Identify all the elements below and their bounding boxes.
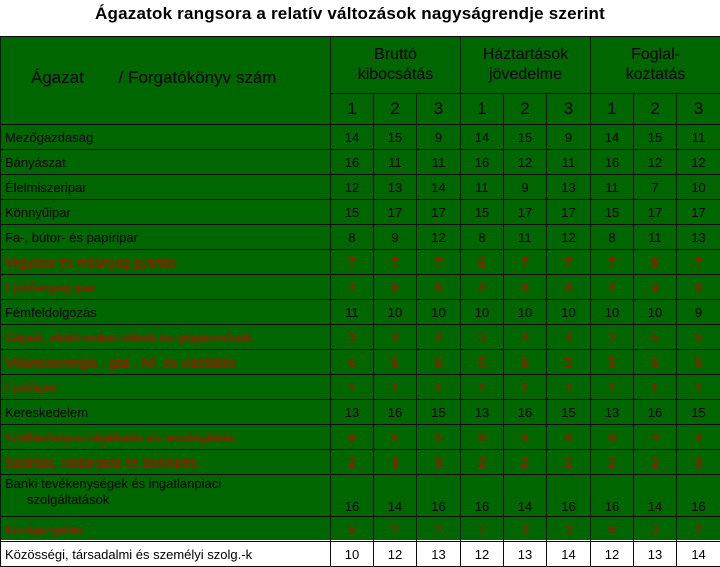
sector-name-cell [1, 125, 331, 150]
ranking-table [0, 36, 720, 567]
rank-cell: 17 [417, 200, 461, 225]
sector-name-cell [1, 400, 331, 425]
rank-cell: 8 [461, 225, 504, 250]
sector-name: Gépek, elektronikai cikkek és gépjárművek [5, 330, 330, 345]
scenario-header: 2 [374, 94, 417, 125]
rank-cell: 4 [591, 275, 634, 300]
rank-cell: 11 [547, 150, 591, 175]
rank-cell: 1 [634, 375, 677, 400]
rank-cell: 2 [331, 450, 374, 475]
table-row [1, 350, 720, 375]
table-row [1, 225, 720, 250]
rank-cell: 17 [634, 200, 677, 225]
rank-cell: 7 [504, 250, 547, 275]
rank-cell: 3 [677, 450, 720, 475]
rank-cell: 15 [591, 200, 634, 225]
rank-cell: 4 [331, 275, 374, 300]
rank-cell: 7 [417, 250, 461, 275]
table-row [1, 150, 720, 175]
rank-cell: 5 [417, 425, 461, 450]
rank-cell: 1 [461, 375, 504, 400]
rank-cell: 2 [591, 450, 634, 475]
sector-name: Élelmiszeripar [5, 180, 330, 195]
rank-cell: 16 [331, 150, 374, 175]
rank-cell: 5 [677, 325, 720, 350]
table-row [1, 125, 720, 150]
sector-name-cell [1, 225, 331, 250]
sector-name-cell [1, 475, 331, 517]
sector-name: Banki tevékenységek és ingatlanpiaci [5, 476, 330, 492]
group-header-employment: Foglal- koztatás [591, 37, 720, 94]
rank-cell: 14 [417, 175, 461, 200]
rank-cell: 9 [504, 175, 547, 200]
rank-cell: 5 [591, 350, 634, 375]
rank-cell: 12 [331, 175, 374, 200]
sector-name-cell [1, 200, 331, 225]
sector-name-continued: szolgáltatások [5, 492, 330, 508]
sector-name: Közigazgatás [5, 522, 330, 537]
rank-cell: 12 [374, 542, 417, 567]
rank-cell: 10 [634, 300, 677, 325]
table-row [1, 475, 720, 517]
rank-cell: 9 [591, 425, 634, 450]
scenario-header: 3 [547, 94, 591, 125]
rank-cell: 1 [591, 375, 634, 400]
rank-cell: 12 [591, 542, 634, 567]
scenario-header: 1 [461, 94, 504, 125]
group-header-output: Bruttó kibocsátás [331, 37, 461, 94]
rank-cell: 6 [461, 250, 504, 275]
rank-cell: 8 [374, 275, 417, 300]
rank-cell: 12 [634, 150, 677, 175]
rank-cell: 12 [461, 542, 504, 567]
sector-name: Fa-, bútor- és papíripar [5, 230, 330, 245]
rank-cell: 3 [547, 517, 591, 542]
rank-cell: 13 [461, 400, 504, 425]
rank-cell: 5 [461, 350, 504, 375]
sector-header [1, 37, 331, 125]
rank-cell: 7 [331, 250, 374, 275]
rank-cell: 13 [417, 542, 461, 567]
rank-cell: 5 [634, 325, 677, 350]
rank-cell: 6 [677, 350, 720, 375]
rank-cell: 3 [417, 450, 461, 475]
sector-name-cell [1, 517, 331, 542]
rank-cell: 5 [504, 425, 547, 450]
group-header-household-income: Háztartások jövedelme [461, 37, 591, 94]
rank-cell: 4 [677, 425, 720, 450]
rank-cell: 15 [504, 125, 547, 150]
scenario-header: 2 [504, 94, 547, 125]
rank-cell: 17 [547, 200, 591, 225]
rank-cell: 2 [461, 450, 504, 475]
rank-cell: 17 [374, 200, 417, 225]
rank-cell: 10 [417, 300, 461, 325]
sector-name-cell [1, 175, 331, 200]
rank-cell: 5 [374, 425, 417, 450]
rank-cell: 7 [677, 250, 720, 275]
sector-name: Építőanyag ipar [5, 280, 330, 295]
scenario-header: 2 [634, 94, 677, 125]
rank-cell: 3 [331, 325, 374, 350]
rank-cell: 13 [547, 175, 591, 200]
rank-cell: 10 [591, 300, 634, 325]
rank-cell: 4 [461, 275, 504, 300]
table-body [1, 125, 720, 567]
rank-cell: 1 [374, 375, 417, 400]
sector-name: Villamosenergia-, gáz-, hő- és vízellátás [5, 355, 330, 370]
rank-cell: 16 [461, 150, 504, 175]
rank-cell: 8 [547, 275, 591, 300]
rank-cell: 12 [504, 150, 547, 175]
rank-cell: 15 [331, 200, 374, 225]
rank-cell: 7 [547, 250, 591, 275]
rank-cell: 11 [461, 175, 504, 200]
sector-name-cell [1, 300, 331, 325]
sector-name: Szállítás, raktározás és távközlés [5, 455, 330, 470]
rank-cell: 11 [417, 150, 461, 175]
rank-cell: 9 [547, 125, 591, 150]
table-row [1, 200, 720, 225]
rank-cell: 14 [374, 475, 417, 517]
rank-cell: 10 [461, 300, 504, 325]
rank-cell: 3 [504, 517, 547, 542]
sector-name: Fémfeldolgozás [5, 305, 330, 320]
sector-label: Ágazat [31, 68, 84, 88]
sector-name-cell [1, 350, 331, 375]
rank-cell: 11 [374, 150, 417, 175]
rank-cell: 9 [461, 425, 504, 450]
rank-cell: 11 [591, 175, 634, 200]
rank-cell: 15 [417, 400, 461, 425]
rank-cell: 16 [591, 475, 634, 517]
sector-name: Bányászat [5, 155, 330, 170]
rank-cell: 1 [547, 375, 591, 400]
table-row [1, 300, 720, 325]
rank-cell: 17 [677, 200, 720, 225]
table-row [1, 375, 720, 400]
rank-cell: 16 [677, 475, 720, 517]
rank-cell: 3 [591, 325, 634, 350]
table-row [1, 517, 720, 542]
scenario-header: 3 [417, 94, 461, 125]
rank-cell: 10 [677, 175, 720, 200]
rank-cell: 10 [331, 542, 374, 567]
rank-cell: 13 [374, 175, 417, 200]
rank-cell: 8 [634, 250, 677, 275]
rank-cell: 13 [331, 400, 374, 425]
sector-name: Közösségi, társadalmi és személyi szolg.-k [5, 547, 330, 562]
rank-cell: 3 [634, 517, 677, 542]
rank-cell: 3 [461, 325, 504, 350]
sector-name: Szálláshely-szolgáltatás és vendéglátás [5, 430, 330, 445]
rank-cell: 16 [591, 150, 634, 175]
rank-cell: 2 [677, 517, 720, 542]
rank-cell: 9 [417, 125, 461, 150]
sector-name-cell [1, 275, 331, 300]
rank-cell: 7 [374, 250, 417, 275]
rank-cell: 14 [677, 542, 720, 567]
sector-name-cell [1, 450, 331, 475]
rank-cell: 11 [634, 225, 677, 250]
rank-cell: 12 [417, 225, 461, 250]
rank-cell: 16 [417, 475, 461, 517]
scenario-header: 1 [331, 94, 374, 125]
rank-cell: 2 [374, 517, 417, 542]
rank-cell: 9 [677, 300, 720, 325]
rank-cell: 15 [461, 200, 504, 225]
rank-cell: 16 [547, 475, 591, 517]
rank-cell: 8 [417, 275, 461, 300]
rank-cell: 6 [374, 350, 417, 375]
rank-cell: 8 [677, 275, 720, 300]
rank-cell: 8 [331, 225, 374, 250]
rank-cell: 13 [634, 542, 677, 567]
rank-cell: 14 [461, 125, 504, 150]
sector-name-cell [1, 425, 331, 450]
rank-cell: 14 [591, 125, 634, 150]
rank-cell: 4 [417, 325, 461, 350]
rank-cell: 7 [461, 517, 504, 542]
scenario-header: 3 [677, 94, 720, 125]
rank-cell: 8 [504, 275, 547, 300]
sector-name-cell [1, 325, 331, 350]
rank-cell: 16 [504, 400, 547, 425]
table-row [1, 275, 720, 300]
rank-cell: 14 [547, 542, 591, 567]
sector-name: Kereskedelem [5, 405, 330, 420]
table-row [1, 542, 720, 567]
rank-cell: 13 [591, 400, 634, 425]
rank-cell: 11 [677, 125, 720, 150]
sector-name-cell [1, 250, 331, 275]
sector-name: Vegyipar és műanyag gyártás [5, 255, 330, 270]
ranking-table-panel [0, 36, 720, 540]
rank-cell: 10 [547, 300, 591, 325]
rank-cell: 2 [417, 517, 461, 542]
rank-cell: 16 [461, 475, 504, 517]
rank-cell: 11 [504, 225, 547, 250]
rank-cell: 6 [331, 350, 374, 375]
rank-cell: 14 [504, 475, 547, 517]
rank-cell: 13 [504, 542, 547, 567]
rank-cell: 14 [634, 475, 677, 517]
rank-cell: 15 [677, 400, 720, 425]
rank-cell: 1 [417, 375, 461, 400]
rank-cell: 5 [331, 517, 374, 542]
table-row [1, 400, 720, 425]
rank-cell: 9 [374, 225, 417, 250]
page-title: Ágazatok rangsora a relatív változások nagyságrendje szerint [0, 4, 700, 24]
rank-cell: 6 [417, 350, 461, 375]
scenario-header: 1 [591, 94, 634, 125]
rank-cell: 4 [634, 425, 677, 450]
table-row [1, 450, 720, 475]
rank-cell: 17 [504, 200, 547, 225]
rank-cell: 7 [634, 175, 677, 200]
sector-name-cell [1, 542, 331, 567]
rank-cell: 12 [677, 150, 720, 175]
rank-cell: 1 [504, 375, 547, 400]
rank-cell: 6 [504, 350, 547, 375]
table-row [1, 175, 720, 200]
table-row [1, 425, 720, 450]
rank-cell: 16 [331, 475, 374, 517]
rank-cell: 16 [634, 400, 677, 425]
rank-cell: 6 [634, 350, 677, 375]
rank-cell: 3 [374, 450, 417, 475]
sector-name-cell [1, 150, 331, 175]
table-row [1, 250, 720, 275]
rank-cell: 15 [547, 400, 591, 425]
rank-cell: 14 [331, 125, 374, 150]
rank-cell: 1 [677, 375, 720, 400]
sector-name: Építőipar [5, 380, 330, 395]
rank-cell: 9 [331, 425, 374, 450]
rank-cell: 11 [331, 300, 374, 325]
scenario-label: / Forgatókönyv szám [119, 68, 277, 88]
rank-cell: 1 [331, 375, 374, 400]
rank-cell: 10 [374, 300, 417, 325]
rank-cell: 10 [504, 300, 547, 325]
sector-name: Mezőgazdaság [5, 130, 330, 145]
rank-cell: 12 [547, 225, 591, 250]
sector-name: Könnyűipar [5, 205, 330, 220]
rank-cell: 5 [547, 350, 591, 375]
rank-cell: 2 [634, 450, 677, 475]
rank-cell: 15 [634, 125, 677, 150]
rank-cell: 4 [547, 325, 591, 350]
rank-cell: 6 [591, 517, 634, 542]
rank-cell: 7 [591, 250, 634, 275]
rank-cell: 16 [374, 400, 417, 425]
rank-cell: 2 [547, 450, 591, 475]
rank-cell: 15 [374, 125, 417, 150]
rank-cell: 9 [634, 275, 677, 300]
sector-name-cell [1, 375, 331, 400]
rank-cell: 2 [504, 450, 547, 475]
rank-cell: 4 [504, 325, 547, 350]
rank-cell: 13 [677, 225, 720, 250]
rank-cell: 4 [374, 325, 417, 350]
rank-cell: 8 [591, 225, 634, 250]
rank-cell: 6 [547, 425, 591, 450]
table-row [1, 325, 720, 350]
